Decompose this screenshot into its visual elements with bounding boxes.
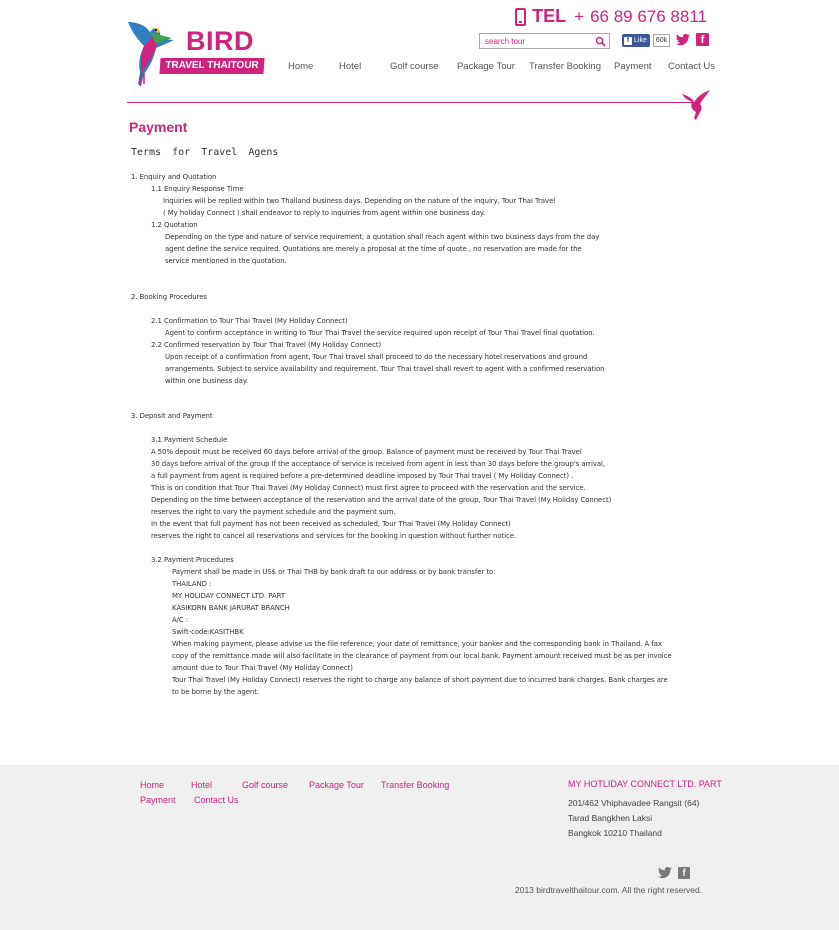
address-line: Bangkok 10210 Thailand xyxy=(568,828,662,838)
nav-transfer-booking[interactable]: Transfer Booking xyxy=(529,61,601,72)
header-divider xyxy=(127,102,693,103)
logo-tagline: TRAVEL THAITOUR xyxy=(159,58,264,74)
subsection-heading: 1.2 Quotation xyxy=(151,221,198,229)
paragraph-line: within one business day. xyxy=(165,377,249,385)
main-nav xyxy=(0,61,839,75)
tel-number: 66 89 676 8811 xyxy=(590,6,707,26)
paragraph-line: a full payment from agent is required before a pre-determined deadline imposed by Tour Thai travel ( My Holiday Connect) . xyxy=(151,472,574,480)
tel-label: TEL xyxy=(532,6,567,26)
facebook-like-widget[interactable] xyxy=(622,34,670,47)
footer-social-links xyxy=(658,867,690,879)
twitter-icon[interactable] xyxy=(676,33,690,47)
paragraph-line: A/C : xyxy=(172,616,189,624)
paragraph-line: KASIKORN BANK JARURAT BRANCH xyxy=(172,604,290,612)
address-line: Tarad Bangkhen Laksi xyxy=(568,813,653,823)
footer-nav-package-tour[interactable]: Package Tour xyxy=(309,780,364,790)
paragraph-line: In the event that full payment has not been received as scheduled, Tour Thai Travel (My Holiday Connect) xyxy=(151,520,511,528)
search-box xyxy=(479,33,610,49)
header-social-links xyxy=(676,33,709,47)
tel-plus: + xyxy=(574,6,585,26)
site-footer xyxy=(0,765,839,930)
page-title: Payment xyxy=(129,119,188,135)
footer-nav-golf-course[interactable]: Golf course xyxy=(242,780,289,790)
subsection-heading: 2.1 Confirmation to Tour Thai Travel (My Holiday Connect) xyxy=(151,317,348,325)
paragraph-line: Depending on the time between acceptance of the reservation and the arrival date of the group, Tour Thai Travel (My Holiday Connect) xyxy=(151,496,612,504)
paragraph-line: amount due to Tour Thai Travel (My Holiday Connect) xyxy=(172,664,353,672)
paragraph-line: When making payment, please advise us the file reference, your date of remittance, your banker and the corresponding bank in Thailand. A fax xyxy=(172,640,662,648)
nav-package-tour[interactable]: Package Tour xyxy=(457,61,515,72)
paragraph-line: copy of the remittance made will also facilitate in the clearance of payment from our local bank. Payment amount received must be as per invoice xyxy=(172,652,672,660)
footer-nav-home[interactable]: Home xyxy=(140,780,165,790)
nav-payment[interactable]: Payment xyxy=(614,61,652,72)
facebook-icon[interactable]: f xyxy=(696,33,709,46)
paragraph-line: agent define the service required. Quotations are merely a proposal at the time of quote , no reservation are made for the xyxy=(165,245,582,253)
phone-contact[interactable] xyxy=(515,6,707,27)
copyright-text: 2013 birdtravelthaitour.com. All the right reserved. xyxy=(515,885,703,895)
paragraph-line: Inquiries will be replied within two Thailand business days. Depending on the nature of the inquiry, Tour Thai Travel xyxy=(163,197,556,205)
paragraph-line: service mentioned in the quotation. xyxy=(165,257,287,265)
search-icon[interactable] xyxy=(595,36,606,47)
nav-golf-course[interactable]: Golf course xyxy=(390,61,439,72)
site-logo[interactable] xyxy=(124,18,264,88)
subsection-heading: 1.1 Enquiry Response Time xyxy=(151,185,244,193)
parrot-logo-icon xyxy=(124,18,194,88)
section-heading: 2. Booking Procedures xyxy=(131,293,207,301)
paragraph-line: Payment shall be made in US$ or Thai THB by bank draft to our address or by bank transfer to: xyxy=(172,568,496,576)
terms-heading: Terms for Travel Agens xyxy=(131,147,279,158)
paragraph-line: Upon receipt of a confirmation from agent, Tour Thai travel shall proceed to do the necessary hotel reservations and ground xyxy=(165,353,588,361)
main-content xyxy=(0,115,839,765)
facebook-icon[interactable]: f xyxy=(678,867,690,879)
section-heading: 1. Enquiry and Quotation xyxy=(131,173,217,181)
like-label: Like xyxy=(634,37,647,44)
paragraph-line: to be borne by the agent. xyxy=(172,688,259,696)
paragraph-line: reserves the right to cancel all reservations and services for the booking in question without further notice. xyxy=(151,532,517,540)
address-line: 201/462 Vhiphavadee Rangsit (64) xyxy=(568,798,700,808)
nav-contact-us[interactable]: Contact Us xyxy=(668,61,715,72)
paragraph-line: Depending on the type and nature of service requirement, a quotation shall reach agent within two business days from the day xyxy=(165,233,600,241)
paragraph-line: Swift-code:KASITHBK xyxy=(172,628,244,636)
nav-hotel[interactable]: Hotel xyxy=(339,61,362,72)
twitter-icon[interactable] xyxy=(658,867,672,879)
phone-icon xyxy=(515,8,526,26)
logo-wordmark: BIRD xyxy=(186,26,254,56)
footer-nav-hotel[interactable]: Hotel xyxy=(191,780,213,790)
site-header xyxy=(0,0,839,125)
paragraph-line: Tour Thai Travel (My Holiday Connect) reserves the right to charge any balance of short payment due to incurred bank charges. Bank charges are xyxy=(172,676,668,684)
subsection-heading: 2.2 Confirmed reservation by Tour Thai Travel (My Holiday Connect) xyxy=(151,341,382,349)
paragraph-line: Agent to confirm acceptance in writing to Tour Thai Travel the service required upon receipt of Tour Thai Travel final quotation. xyxy=(165,329,595,337)
subsection-heading: 3.1 Payment Schedule xyxy=(151,436,228,444)
nav-home[interactable]: Home xyxy=(288,61,314,72)
like-count: 60k xyxy=(653,34,670,47)
paragraph-line: A 50% deposit must be received 60 days before arrival of the group. Balance of payment must be received by Tour Thai Travel xyxy=(151,448,582,456)
footer-nav-payment[interactable]: Payment xyxy=(140,795,176,805)
paragraph-line: This is on condition that Tour Thai Travel (My Holiday Connect) must first agree to proceed with the reservation and the service. xyxy=(151,484,586,492)
subsection-heading: 3.2 Payment Procedures xyxy=(151,556,234,564)
company-name: MY HOTLIDAY CONNECT LTD. PART xyxy=(568,779,722,789)
facebook-small-icon: f xyxy=(624,37,632,45)
facebook-like-button[interactable] xyxy=(622,34,650,47)
search-input[interactable] xyxy=(485,35,590,47)
paragraph-line: MY HOLIDAY CONNECT LTD. PART xyxy=(172,592,285,600)
paragraph-line: reserves the right to vary the payment schedule and the payment sum. xyxy=(151,508,396,516)
paragraph-line: THAILAND : xyxy=(172,580,212,588)
footer-nav-transfer-booking[interactable]: Transfer Booking xyxy=(381,780,450,790)
paragraph-line: ( My holiday Connect ) shall endeavor to reply to inquiries from agent within one business day. xyxy=(163,209,486,217)
paragraph-line: arrangements. Subject to service availability and requirement. Tour Thai travel shall revert to agent with a confirmed reservation xyxy=(165,365,605,373)
section-heading: 3. Deposit and Payment xyxy=(131,412,213,420)
footer-nav-contact-us[interactable]: Contact Us xyxy=(194,795,239,805)
paragraph-line: 30 days before arrival of the group If the acceptance of service is received from agent in less than 30 days before the group's arrival, xyxy=(151,460,606,468)
